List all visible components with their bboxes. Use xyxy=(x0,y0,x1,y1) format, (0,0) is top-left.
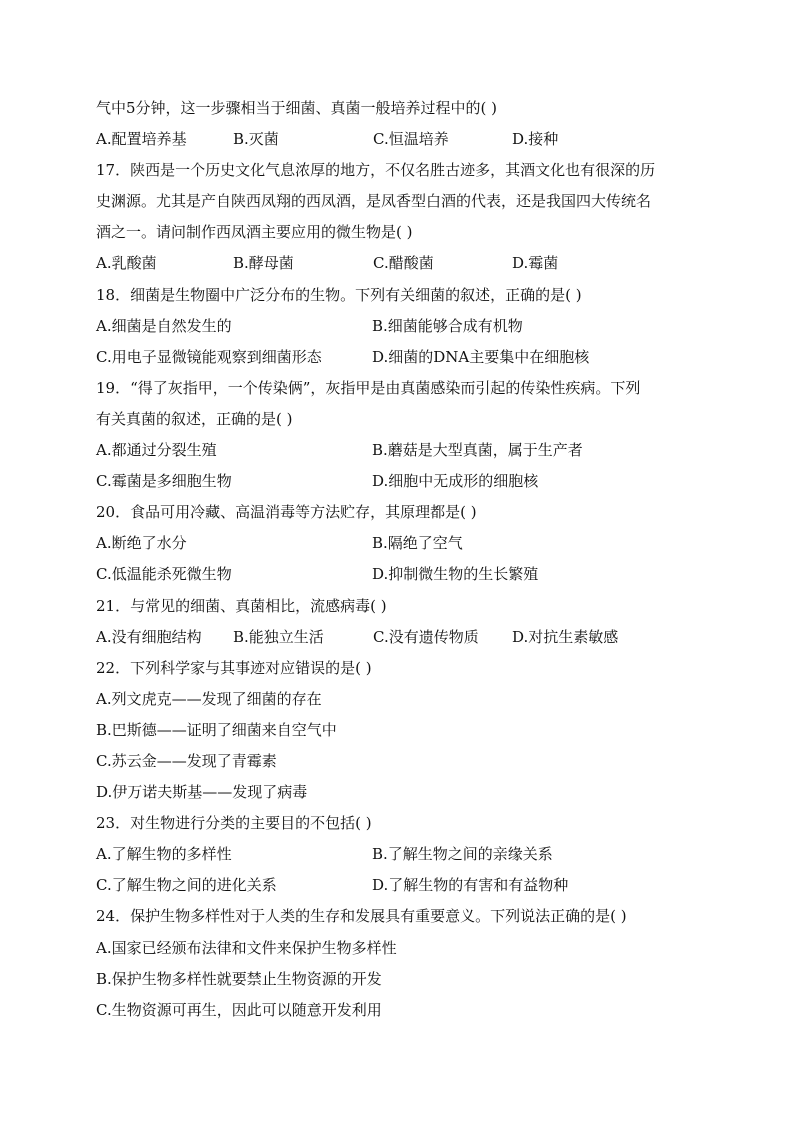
text-line: 22．下列科学家与其事迹对应错误的是( ) xyxy=(96,658,372,677)
text-line: 23．对生物进行分类的主要目的不包括( ) xyxy=(96,814,372,833)
text-line: 有关真菌的叙述，正确的是( ) xyxy=(96,409,293,428)
option-row xyxy=(96,870,706,901)
option-item: B.了解生物之间的亲缘关系 xyxy=(372,845,553,864)
option-item: D.抑制微生物的生长繁殖 xyxy=(372,565,539,584)
text-line: 21．与常见的细菌、真菌相比，流感病毒( ) xyxy=(96,596,387,615)
option-item: A.了解生物的多样性 xyxy=(96,845,232,864)
text-line: B.保护生物多样性就要禁止生物资源的开发 xyxy=(96,969,382,988)
option-item: C.恒温培养 xyxy=(373,130,449,149)
text-line: 酒之一。请问制作西凤酒主要应用的微生物是( ) xyxy=(96,223,413,242)
text-line: 24．保护生物多样性对于人类的生存和发展具有重要意义。下列说法正确的是( ) xyxy=(96,907,627,926)
option-item: B.酵母菌 xyxy=(233,254,294,273)
option-item: A.乳酸菌 xyxy=(96,254,157,273)
option-item: C.醋酸菌 xyxy=(373,254,434,273)
text-line: C.苏云金——发现了青霉素 xyxy=(96,751,277,770)
text-line: C.生物资源可再生，因此可以随意开发利用 xyxy=(96,1000,382,1019)
text-line: 气中5分钟，这一步骤相当于细菌、真菌一般培养过程中的( ) xyxy=(96,99,498,117)
option-item: C.用电子显微镜能观察到细菌形态 xyxy=(96,347,322,366)
option-row xyxy=(96,435,706,466)
option-item: B.灭菌 xyxy=(233,130,279,149)
option-row xyxy=(96,622,706,653)
option-row xyxy=(96,466,706,497)
option-row xyxy=(96,311,706,342)
text-line: 18．细菌是生物圈中广泛分布的生物。下列有关细菌的叙述，正确的是( ) xyxy=(96,285,582,304)
option-item: D.细菌的DNA主要集中在细胞核 xyxy=(372,347,590,366)
option-item: D.对抗生素敏感 xyxy=(512,627,619,646)
option-item: D.接种 xyxy=(512,130,559,149)
option-item: C.了解生物之间的进化关系 xyxy=(96,876,277,895)
option-item: A.配置培养基 xyxy=(96,130,187,149)
option-item: D.了解生物的有害和有益物种 xyxy=(372,876,569,895)
text-line: A.国家已经颁布法律和文件来保护生物多样性 xyxy=(96,938,397,957)
option-row xyxy=(96,342,706,373)
option-item: A.细菌是自然发生的 xyxy=(96,316,232,335)
option-row xyxy=(96,248,706,279)
option-item: B.隔绝了空气 xyxy=(372,534,463,553)
option-item: C.没有遗传物质 xyxy=(373,627,479,646)
option-item: A.都通过分裂生殖 xyxy=(96,441,217,460)
text-line: 19．“得了灰指甲，一个传染俩”，灰指甲是由真菌感染而引起的传染性疾病。下列 xyxy=(96,378,641,397)
option-item: D.霉菌 xyxy=(512,254,559,273)
text-line: D.伊万诺夫斯基——发现了病毒 xyxy=(96,783,308,802)
text-line: 20．食品可用冷藏、高温消毒等方法贮存，其原理都是( ) xyxy=(96,503,477,522)
option-item: B.蘑菇是大型真菌，属于生产者 xyxy=(372,441,583,460)
option-row xyxy=(96,559,706,590)
text-line: B.巴斯德——证明了细菌来自空气中 xyxy=(96,720,337,739)
option-item: C.低温能杀死微生物 xyxy=(96,565,232,584)
option-item: A.没有细胞结构 xyxy=(96,627,202,646)
exam-page xyxy=(96,93,706,1026)
option-item: B.能独立生活 xyxy=(233,627,324,646)
option-item: D.细胞中无成形的细胞核 xyxy=(372,472,539,491)
option-row xyxy=(96,124,706,155)
text-line: 史渊源。尤其是产自陕西凤翔的西凤酒，是凤香型白酒的代表，还是我国四大传统名 xyxy=(96,192,652,211)
option-item: A.断绝了水分 xyxy=(96,534,187,553)
option-row xyxy=(96,528,706,559)
option-item: C.霉菌是多细胞生物 xyxy=(96,472,232,491)
text-line: A.列文虎克——发现了细菌的存在 xyxy=(96,689,322,708)
text-line: 17．陕西是一个历史文化气息浓厚的地方，不仅名胜古迹多，其酒文化也有很深的历 xyxy=(96,161,656,180)
option-item: B.细菌能够合成有机物 xyxy=(372,316,523,335)
option-row xyxy=(96,839,706,870)
